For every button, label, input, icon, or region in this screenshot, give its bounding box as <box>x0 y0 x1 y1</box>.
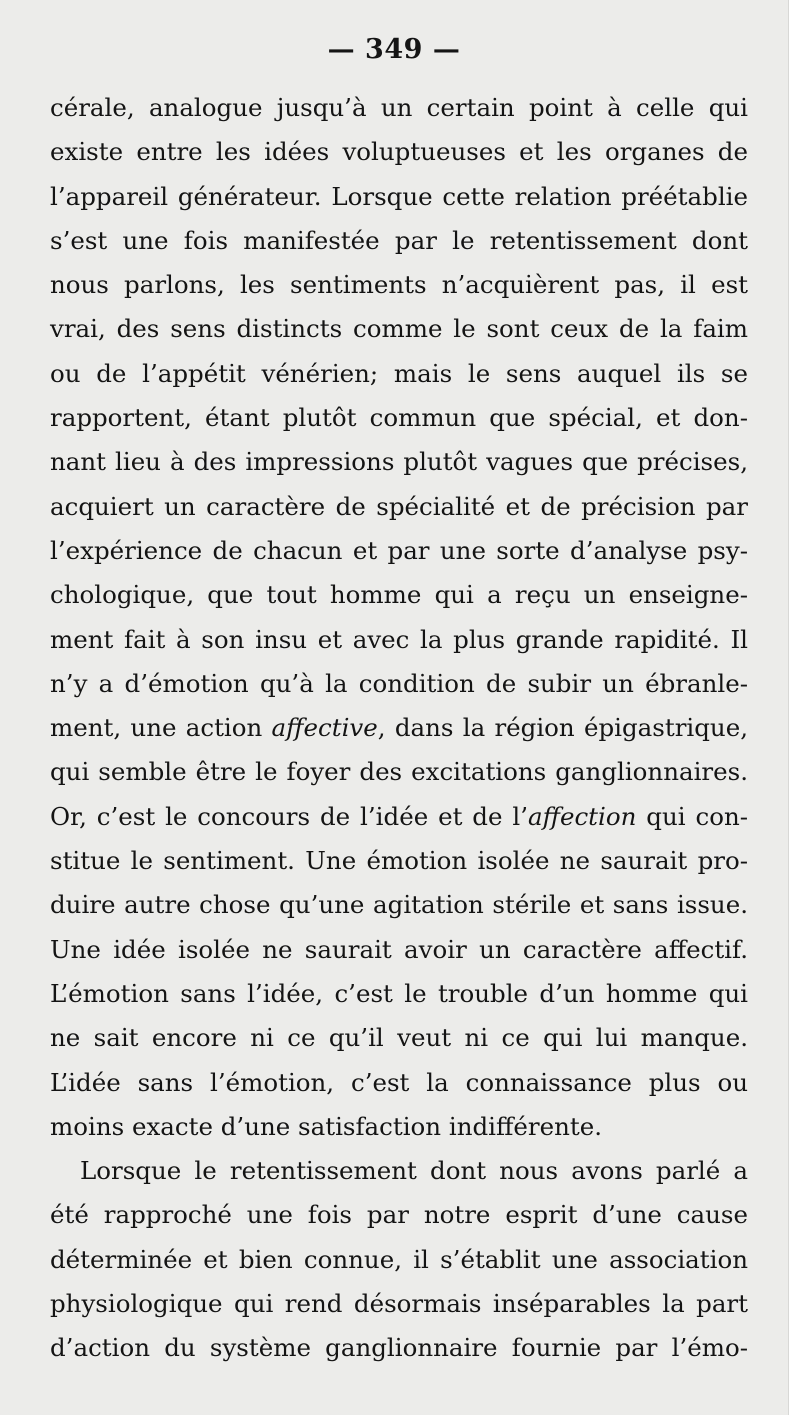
text-line: physiologique qui rend désormais inséparables la part <box>50 1289 748 1319</box>
text-line: cérale, analogue jusqu’à un certain point à celle qui <box>50 93 748 122</box>
text-line: stitue le sentiment. Une émotion isolée ne saurait pro- <box>50 846 748 876</box>
text-line: nant lieu à des impressions plutôt vagues que précises, <box>50 447 748 477</box>
paragraph-2 <box>50 1149 748 1370</box>
text-line <box>50 706 748 750</box>
italic-term-affective: affective <box>271 713 378 743</box>
text-line: qui semble être le foyer des excitations ganglionnaires. <box>50 757 748 787</box>
text-line: Lorsque le retentissement dont nous avons parlé a <box>80 1156 748 1186</box>
text-line: chologique, que tout homme qui a reçu un enseigne- <box>50 580 748 610</box>
text-line: n’y a d’émotion qu’à la condition de subir un ébranle- <box>50 668 748 698</box>
text-line: d’action du système ganglionnaire fournie par l’émo- <box>50 1333 748 1363</box>
text-run: , dans la région épigastrique, <box>377 713 748 743</box>
text-line: nous parlons, les sentiments n’acquièrent pas, il est <box>50 270 748 300</box>
text-line: moins exacte d’une satisfaction indifférente. <box>50 1111 603 1141</box>
text-line: ment fait à son insu et avec la plus grande rapidité. Il <box>50 624 748 654</box>
text-line: ne sait encore ni ce qu’il veut ni ce qui lui manque. <box>50 1023 748 1053</box>
text-line: s’est une fois manifestée par le retentissement dont <box>50 225 748 255</box>
body-text <box>50 86 748 1371</box>
text-line: déterminée et bien connue, il s’établit une association <box>50 1244 748 1274</box>
text-line: L’idée sans l’émotion, c’est la connaissance plus ou <box>50 1067 748 1097</box>
text-line: existe entre les idées voluptueuses et les organes de <box>50 137 748 167</box>
page-number: — 349 — <box>327 34 461 65</box>
text-run: Or, c’est le concours de l’idée et de l’ <box>50 801 528 831</box>
text-line: l’expérience de chacun et par une sorte d’analyse psy- <box>50 535 748 565</box>
text-line: L’émotion sans l’idée, c’est le trouble d’un homme qui <box>50 978 748 1008</box>
text-line: été rapproché une fois par notre esprit d’une cause <box>50 1200 748 1230</box>
text-line: Une idée isolée ne saurait avoir un caractère affectif. <box>50 934 748 964</box>
paragraph-1 <box>50 86 748 1149</box>
text-run: ment, une action <box>50 713 272 743</box>
text-line <box>50 795 748 839</box>
text-line: rapportent, étant plutôt commun que spécial, et don- <box>50 403 748 433</box>
text-line: ou de l’appétit vénérien; mais le sens auquel ils se <box>50 358 748 388</box>
text-run: qui con- <box>636 801 749 831</box>
text-line: duire autre chose qu’une agitation stérile et sans issue. <box>50 890 748 920</box>
text-line: acquiert un caractère de spécialité et de précision par <box>50 491 748 521</box>
text-line: l’appareil générateur. Lorsque cette relation préétablie <box>50 181 748 211</box>
text-line: vrai, des sens distincts comme le sont ceux de la faim <box>50 314 748 344</box>
italic-term-affection: affection <box>528 801 637 831</box>
